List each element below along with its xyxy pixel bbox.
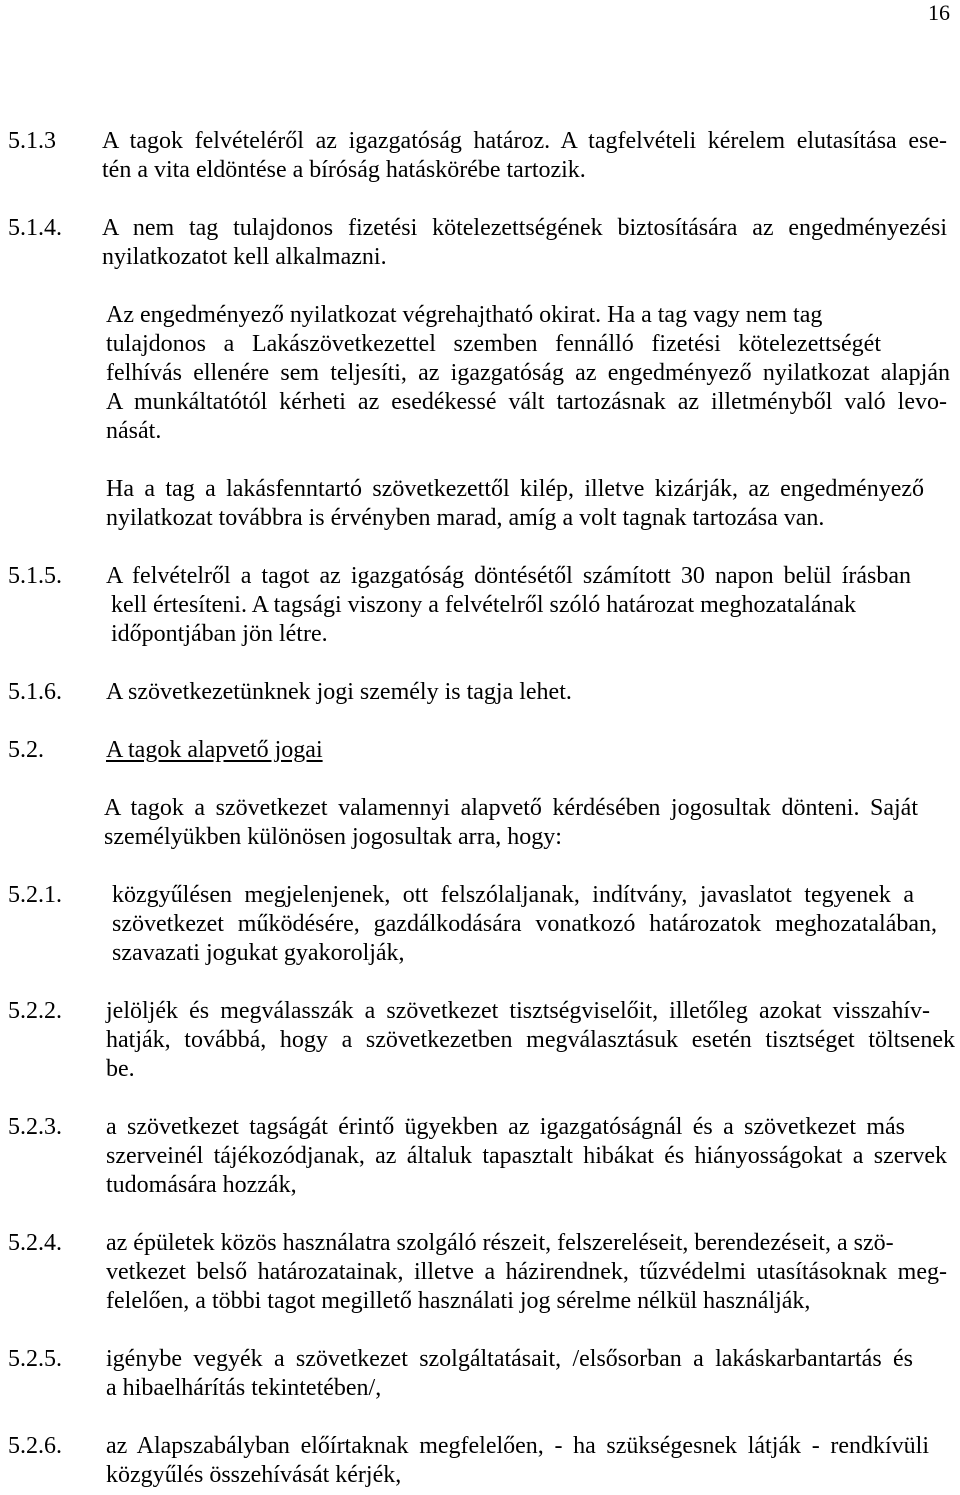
section-5-2-3 [0,1113,960,1200]
section-number: 5.1.4. [8,215,62,241]
text-line: az Alapszabályban előírtaknak megfelelően, - ha szükségesnek látják - rendkívüli [106,1433,929,1459]
section-number: 5.2.5. [8,1346,62,1372]
section-heading-line [106,736,960,765]
section-number: 5.2.1. [8,882,62,908]
section-5-2-2 [0,997,960,1084]
section-heading: A tagok alapvető jogai [106,737,323,763]
text-line: szavazati jogukat gyakorolják, [112,940,405,966]
text-line: nását. [106,418,162,444]
text-line: hatják, továbbá, hogy a szövetkezetben megválasztásuk esetén tisztséget töltsenek [106,1027,955,1053]
text-line: igénybe vegyék a szövetkezet szolgáltatásait, /elsősorban a lakáskarbantartás és [106,1346,913,1372]
section-5-2-1 [0,881,960,968]
text-line: tén a vita eldöntése a bíróság hatáskörébe tartozik. [102,157,586,183]
text-line: nyilatkozatot kell alkalmazni. [102,244,387,270]
section-5-1-3 [0,127,960,185]
text-line: vetkezet belső határozatainak, illetve a házirendnek, tűzvédelmi utasításoknak meg- [106,1259,947,1285]
text-line: a hibaelhárítás tekintetében/, [106,1375,382,1401]
section-number: 5.1.3 [8,128,56,154]
section-number: 5.2.3. [8,1114,62,1140]
text-line: A felvételről a tagot az igazgatóság döntésétől számított 30 napon belül írásban [106,563,911,589]
section-number: 5.2.4. [8,1230,62,1256]
section-number: 5.2.6. [8,1433,62,1459]
section-5-2-5 [0,1345,960,1403]
text-line: szerveinél tájékozódjanak, az általuk tapasztalt hibákat és hiányosságokat a szervek [106,1143,947,1169]
section-5-2-4 [0,1229,960,1316]
section-number: 5.1.5. [8,563,62,589]
document-body [0,127,960,1490]
text-line: jelöljék és megválasszák a szövetkezet tisztségviselőit, illetőleg azokat visszahív- [106,998,930,1024]
text-line: nyilatkozat továbbra is érvényben marad, amíg a volt tagnak tartozása van. [106,505,825,531]
text-line: tudomására hozzák, [106,1172,297,1198]
page-number: 16 [928,0,950,25]
text-line: A szövetkezetünknek jogi személy is tagja lehet. [106,679,572,705]
paragraph [0,794,960,852]
text-line: A tagok felvételéről az igazgatóság határoz. A tagfelvételi kérelem elutasítása ese- [102,128,947,154]
text-line: a szövetkezet tagságát érintő ügyekben az igazgatóságnál és a szövetkezet más [106,1114,905,1140]
text-line: felhívás ellenére sem teljesíti, az igazgatóság az engedményező nyilatkozat alapján [106,360,950,386]
text-line: szövetkezet működésére, gazdálkodására vonatkozó határozatok meghozatalában, [112,911,937,937]
text-line: Az engedményező nyilatkozat végrehajtható okirat. Ha a tag vagy nem tag [106,302,823,328]
text-line: tulajdonos a Lakászövetkezettel szemben fennálló fizetési kötelezettségét [106,331,881,357]
section-5-2 [0,736,960,765]
text-line: az épületek közös használatra szolgáló részeit, felszereléseit, berendezéseit, a szö- [106,1230,894,1256]
text-line: be. [106,1056,135,1082]
text-line: kell értesíteni. A tagsági viszony a felvételről szóló határozat meghozatalának [111,592,857,618]
section-5-1-5 [0,562,960,649]
paragraph [0,301,960,446]
text-line: időpontjában jön létre. [111,621,328,647]
section-number: 5.2. [8,737,44,763]
text-line: közgyűlésen megjelenjenek, ott felszólaljanak, indítvány, javaslatot tegyenek a [112,882,914,908]
text-line: A nem tag tulajdonos fizetési kötelezettségének biztosítására az engedményezési [102,215,947,241]
section-5-1-4 [0,214,960,272]
section-5-2-6 [0,1432,960,1490]
paragraph [0,475,960,533]
section-number: 5.2.2. [8,998,62,1024]
text-line: A tagok a szövetkezet valamennyi alapvető kérdésében jogosultak dönteni. Saját [104,795,918,821]
text-line: felelően, a többi tagot megillető használati jog sérelme nélkül használják, [106,1288,811,1314]
text-line: közgyűlés összehívását kérjék, [106,1462,402,1488]
text-line: személyükben különösen jogosultak arra, hogy: [104,824,562,850]
section-number: 5.1.6. [8,679,62,705]
text-line: A munkáltatótól kérheti az esedékessé vált tartozásnak az illetményből való levo- [106,389,947,415]
text-line: Ha a tag a lakásfenntartó szövetkezettől kilép, illetve kizárják, az engedményező [106,476,924,502]
section-5-1-6 [0,678,960,707]
